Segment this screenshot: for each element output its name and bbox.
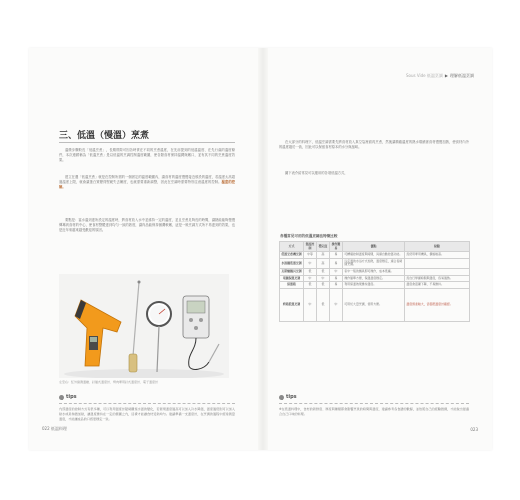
table-header-row — [280, 242, 470, 252]
table-cell-c2: 中 — [317, 275, 330, 282]
photo-caption: 左至右：紅外線測溫槍、針插式溫度計、烤肉專用針式溫度計、電子溫度計 — [59, 380, 159, 384]
table-cell-con: 需使用專用機具，價格較高。 — [405, 252, 470, 259]
tips-divider — [59, 403, 235, 404]
table-header-cell: 缺點 — [405, 242, 470, 252]
table-cell-c3: 易 — [330, 258, 343, 268]
table-cell-method: 保溫箱 — [280, 282, 304, 289]
body-paragraph-3: 要點是：當水溫到達所設定的溫度時，將食材放入水中並維持一定的溫度，並且烹煮足夠長的時間，讓熱能能夠慢慢傳導到食材的中心，使食材整體達到均勻一致的熟度，讓肉品能保持濕潤軟嫩，這是一般烹調方式所不易達到的效果，也是近年來越來越受歡迎的原因。 — [59, 218, 235, 233]
table-cell-method: 瓦斯爐鍋具烹調 — [280, 268, 304, 275]
running-head-current: 理解低溫烹調 — [450, 73, 474, 78]
section-title: 三、低溫（慢溫）烹煮 — [59, 131, 150, 141]
table-row — [280, 288, 470, 321]
tips-label: tips — [286, 394, 297, 400]
table-cell-c3: 易 — [330, 252, 343, 259]
left-page — [29, 48, 259, 450]
table-cell-con — [405, 258, 470, 268]
table-cell-c1: 中 — [304, 258, 317, 268]
page-number-left: 022 低溫料理 — [42, 426, 67, 431]
table-row — [280, 275, 470, 282]
book-spread — [29, 48, 492, 450]
table-cell-pro: 可精確控制溫度與時間，具備自動控溫功能。 — [343, 252, 405, 259]
table-cell-con: 溫度誤差較大，需搭配溫度計確認。 — [405, 288, 470, 321]
table-cell-c3: 中 — [330, 288, 343, 321]
table-header-cell: 溫度控制 — [304, 242, 317, 252]
table-cell-pro: 可用於大量烹調，使用方便。 — [343, 288, 405, 321]
intro-paragraph-2: 圖下表介紹常見可以運用的各項低溫方式， — [285, 171, 348, 175]
table-cell-c2: 低 — [317, 288, 330, 321]
body-paragraph-2 — [59, 175, 235, 201]
highlight-text: 溫度的控制。 — [59, 180, 235, 190]
table-header-cell: 方式 — [280, 242, 304, 252]
table-cell-c2: 低 — [317, 282, 330, 289]
table-cell-pro: 利用保溫效果維持溫度。 — [343, 282, 405, 289]
table-cell-pro: 以定溫的水浴方式加熱，溫度穩定，適合長時間烹調。 — [343, 258, 405, 268]
table-body — [280, 252, 470, 322]
table-title: 各種常見可用的低溫烹調法特徵比較 — [280, 234, 338, 238]
table-cell-c1: 中 — [304, 275, 317, 282]
table-row — [280, 268, 470, 275]
tips-heading-right — [279, 394, 297, 400]
table-cell-method: 低溫烹煮機烹調 — [280, 252, 304, 259]
body-paragraph-1: 溫燉步驟較長「低溫烹煮」，長期實際可因各時實在不同的烹煮溫度，在先前提到的低溫溫度、在先行處的溫度條件，本次連鎖稱為「低溫烹煮」是以低溫的烹調控制溫度範圍，使各類食材保持溫潤與嫩口，並有其不同的烹煮溫度效果。 — [59, 148, 235, 163]
table-cell-c2: 低 — [317, 268, 330, 275]
table-row — [280, 258, 470, 268]
table-cell-c3: 易 — [330, 275, 343, 282]
lightbulb-icon — [59, 395, 64, 400]
table-cell-pro: 操作簡單方便，保溫溫度穩定。 — [343, 275, 405, 282]
title-divider — [59, 142, 235, 143]
thermometers-photo — [59, 274, 229, 378]
page-number-right: 023 — [470, 427, 478, 432]
body-paragraph-2-text: 建立在選「低溫烹煮」就是在控制所需的一個固定的溫度範圍內，讓食材的溫度慢慢接近預設的溫度，若溫度太高超過溫度上限，就會讓蛋白質變得堅硬失去嫩度，也就需要重新調整，因此在烹調時需要特別注意溫度的控制。 — [59, 175, 235, 185]
right-page — [267, 48, 492, 450]
table-cell-c1: 低 — [304, 268, 317, 275]
table-cell-c3: 中 — [330, 268, 343, 275]
table-cell-c1: 低 — [304, 282, 317, 289]
table-cell-c2: 高 — [317, 252, 330, 259]
thermometers-illustration — [59, 274, 229, 378]
lightbulb-icon — [279, 395, 284, 400]
table-cell-con: 需自行掌握時間與溫度，容易過熟。 — [405, 275, 470, 282]
table-cell-con: 溫度會逐漸下降，不易維持。 — [405, 282, 470, 289]
arrow-right-icon: ▶ — [444, 73, 448, 78]
table-header-cell: 操作難易 — [330, 242, 343, 252]
table-cell-c2: 高 — [317, 258, 330, 268]
running-head-section: Sous Vide 低溫烹調 — [406, 73, 443, 78]
table-cell-c1: 中等 — [304, 252, 317, 259]
tips-divider — [279, 403, 469, 404]
table-cell-c3: 易 — [330, 282, 343, 289]
tips-label: tips — [66, 394, 77, 400]
table-cell-pro: 家中一般的鍋具即可操作，成本低廉。 — [343, 268, 405, 275]
tips-text-right: ※在低溫料理中，食材的新鮮度、厚度與種類都會影響烹煮的時間與溫度，建議參考各食譜的數據，並依照自己的經驗微調，才能做出最適合自己口味的料理。 — [279, 407, 469, 416]
tips-text: 內部溫度的控制方式有很多種，可以利用溫度計隨時觀察水溫的變化，若發現溫度過高可以加入冷水降溫，溫度過低則可以加入熱水或是稍微加熱，讓溫度維持在一定的範圍之內，這樣才能讓食材受熱均勻。建議準備一支溫度計，在烹調的過程中經常測量溫度，才能讓成品的口感更穩定一致。 — [59, 407, 235, 421]
comparison-table — [279, 241, 470, 322]
tips-heading — [59, 394, 77, 400]
table-row — [280, 282, 470, 289]
table-row — [280, 252, 470, 259]
table-cell-method: 烤箱低溫烹調 — [280, 288, 304, 321]
table-cell-c1: 中 — [304, 288, 317, 321]
table-header-cell: 穩定度 — [317, 242, 330, 252]
table-cell-method: 電鍋保溫烹調 — [280, 275, 304, 282]
table-header-cell: 優點 — [343, 242, 405, 252]
running-header — [406, 73, 474, 79]
intro-paragraph: 在大部分的料理下，低溫烹調需要先將食材放入真空袋裡面再烹煮，然後讓精確溫度的熱水環繞著食材慢慢加熱，使食材內外的溫度趨於一致，因此可以保留食材原本的水分與風味。 — [279, 140, 469, 150]
table-cell-con — [405, 268, 470, 275]
table-cell-method: 水浴鍋低溫烹調 — [280, 258, 304, 268]
